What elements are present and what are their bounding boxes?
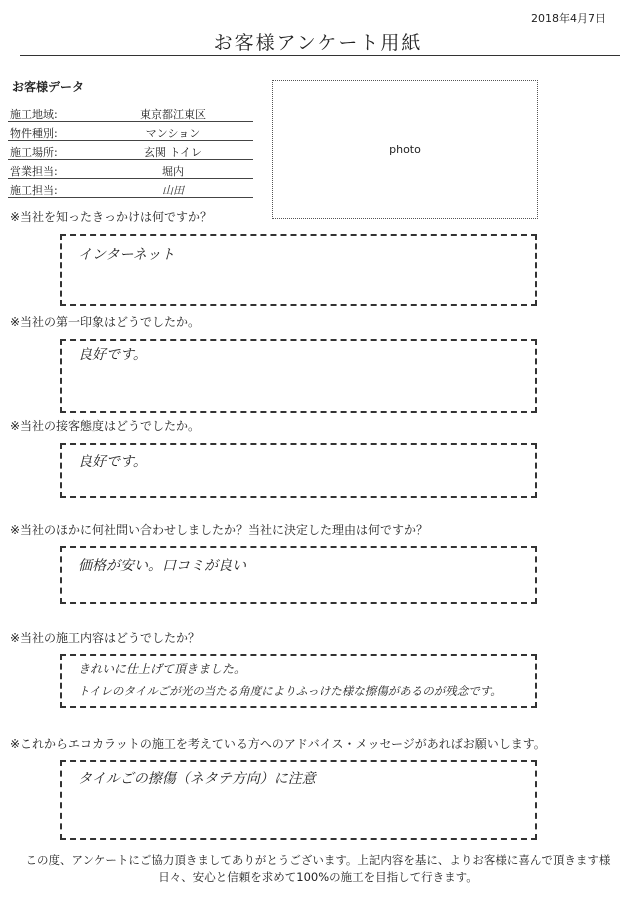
question-5: ※当社の施工内容はどうでしたか？	[10, 631, 201, 645]
row-value-handwritten: 山田	[162, 184, 184, 197]
footer-line-1: この度、アンケートにご協力頂きましてありがとうございます。上記内容を基に、よりお客様に喜んで頂きます様	[25, 853, 611, 867]
photo-label: photo	[389, 143, 421, 156]
row-value: 東京都江東区	[140, 108, 206, 121]
customer-row-location	[8, 143, 253, 160]
answer-6-line-1: タイルごの擦傷（ネタテ方向）に注意	[78, 771, 316, 787]
question-2: ※当社の第一印象はどうでしたか。	[10, 315, 201, 329]
row-label: 施工地域:	[10, 108, 58, 121]
answer-4-line-1: 価格が安い。口コミが良い	[78, 558, 246, 574]
answer-2-line-1: 良好です。	[78, 347, 147, 363]
row-label: 営業担当:	[10, 165, 58, 178]
row-value: 玄関 トイレ	[144, 146, 202, 159]
answer-1-line-1: インターネット	[78, 247, 175, 263]
question-6: ※これからエコカラットの施工を考えている方へのアドバイス・メッセージがあればお願いします。	[10, 737, 546, 751]
customer-row-area	[8, 105, 253, 122]
row-value: マンション	[145, 127, 201, 140]
footer-line-2: 日々、安心と信頼を求めて100%の施工を目指して行きます。	[158, 870, 478, 884]
customer-row-property-type	[8, 124, 253, 141]
photo-box	[272, 80, 538, 219]
answer-5-line-1: きれいに仕上げて頂きました。	[78, 662, 247, 676]
question-1: ※当社を知ったきっかけは何ですか？	[10, 210, 213, 224]
question-3: ※当社の接客態度はどうでしたか。	[10, 419, 201, 433]
row-value: 堀内	[162, 165, 184, 178]
answer-3-line-1: 良好です。	[78, 454, 147, 470]
question-4: ※当社のほかに何社問い合わせしましたか？当社に決定した理由は何ですか？	[10, 523, 429, 537]
title-underline	[20, 55, 620, 56]
row-label: 物件種別:	[10, 127, 58, 140]
customer-data-heading: お客様データ	[12, 80, 85, 94]
customer-row-installer	[8, 181, 253, 198]
row-label: 施工場所:	[10, 146, 58, 159]
page-title: お客様アンケート用紙	[213, 32, 423, 54]
answer-5-line-2: トイレのタイルごが光の当たる角度によりふっけた様な擦傷があるのが残念です。	[78, 684, 502, 698]
survey-date: 2018年4月7日	[531, 12, 606, 25]
row-label: 施工担当:	[10, 184, 58, 197]
customer-row-sales-rep	[8, 162, 253, 179]
